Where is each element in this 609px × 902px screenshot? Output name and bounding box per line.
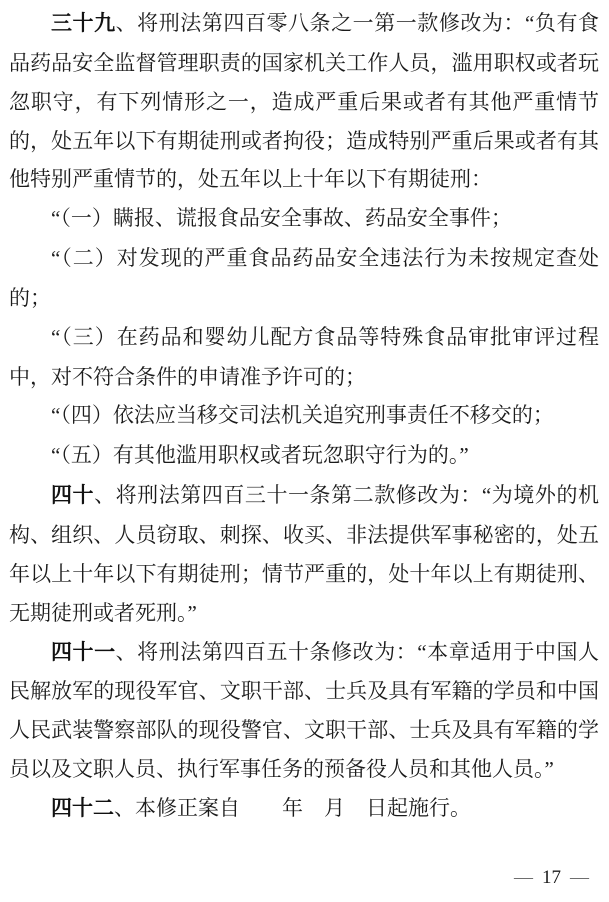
paragraph-text: “（三）在药品和婴幼儿配方食品等特殊食品审批审评过程中，对不符合条件的申请准予许可的；	[9, 324, 599, 389]
paragraph-article-39	[9, 4, 599, 199]
paragraph-text: “（四）依法应当移交司法机关追究刑事责任不移交的；	[51, 403, 554, 428]
paragraph-text: “（五）有其他滥用职权或者玩忽职守行为的。”	[51, 443, 469, 468]
paragraph-text: “（一）瞒报、谎报食品安全事故、药品安全事件；	[51, 206, 512, 231]
page-footer	[514, 866, 589, 890]
paragraph-item-3	[9, 318, 599, 397]
paragraph-item-1	[9, 199, 599, 239]
paragraph-article-40	[9, 476, 599, 632]
paragraph-text: 、将刑法第四百五十条修改为：“本章适用于中国人民解放军的现役军官、文职干部、士兵及具有军籍的学员和中国人民武装警察部队的现役警官、文职干部、士兵及具有军籍的学员以及文职人员、执行军事任务的预备役人员和其他人员。”	[9, 639, 599, 782]
paragraph-text: “（二）对发现的严重食品药品安全违法行为未按规定查处的；	[9, 246, 599, 310]
paragraph-article-41	[9, 633, 599, 789]
page-number: 17	[542, 867, 561, 888]
paragraph-item-5	[9, 436, 599, 476]
footer-dash-left: —	[514, 867, 533, 888]
paragraph-text: 、将刑法第四百三十一条第二款修改为：“为境外的机构、组织、人员窃取、刺探、收买、非法提供军事秘密的，处五年以上十年以下有期徒刑；情节严重的，处十年以上有期徒刑、无期徒刑或者死刑。”	[9, 483, 599, 625]
paragraph-article-42	[9, 789, 599, 829]
paragraph-text: 、将刑法第四百零八条之一第一款修改为：“负有食品药品安全监督管理职责的国家机关工作人员，滥用职权或者玩忽职守，有下列情形之一，造成严重后果或者有其他严重情节的，处五年以下有期徒刑或者拘役；造成特别严重后果或者有其他特别严重情节的，处五年以上十年以下有期徒刑：	[9, 11, 599, 192]
section-number: 三十九	[51, 12, 116, 35]
paragraph-item-4	[9, 396, 599, 436]
section-number: 四十一	[51, 640, 116, 664]
section-number: 四十二	[51, 796, 114, 820]
paragraph-item-2	[9, 239, 599, 318]
paragraph-text: 、本修正案自 年 月 日起施行。	[114, 795, 471, 820]
section-number: 四十	[51, 484, 95, 508]
footer-dash-right: —	[570, 867, 589, 888]
